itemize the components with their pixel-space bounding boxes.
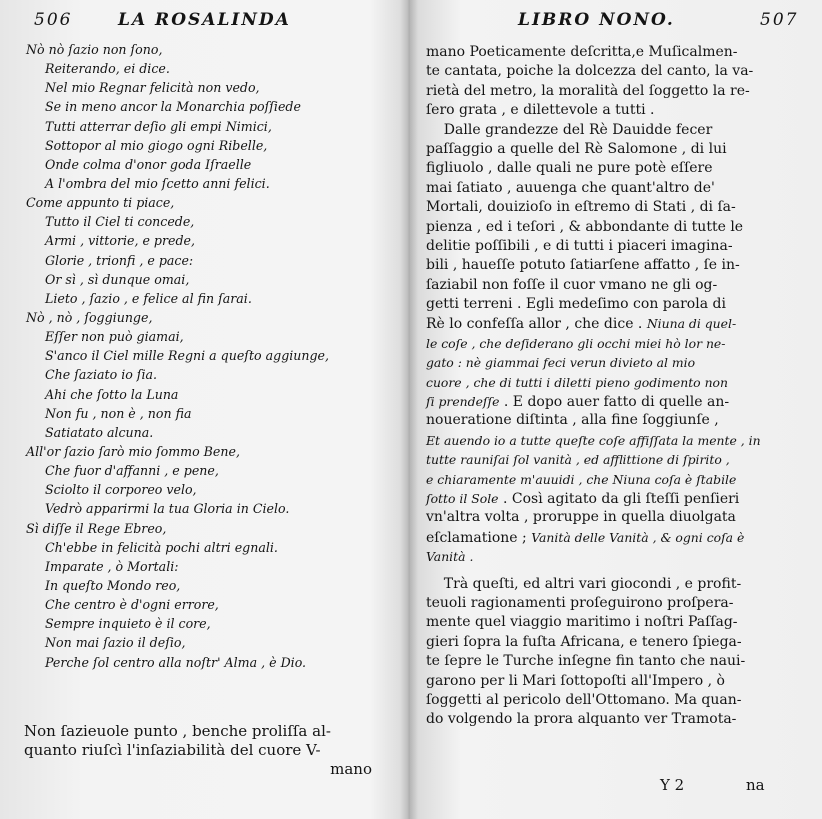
italic-quote: Vanità . [426,549,474,565]
text-line [426,575,802,594]
right-page [410,0,822,819]
text-line [426,62,802,81]
verse-line: Come appunto ti piace, [26,195,175,211]
italic-quote: cuore , che di tutti i diletti pieno godimento non [426,374,728,390]
italic-quote: gato : nè giammai feci verun divieto al mio [426,355,696,371]
verse-line: Sottopor al mio giogo ogni Ribelle, [45,137,268,153]
verse-line: Che ſaziato io ſia. [45,367,158,383]
page-footer [410,776,822,798]
verse-line: Perche ſol centro alla noſtr' Alma , è Dio. [45,654,307,670]
text-line [426,121,802,140]
verse-line: Sciolto il corporeo velo, [45,482,197,498]
text-run: noueratione diſtinta , alla fine ſoggiunſe , [426,412,719,429]
text-run: do volgendo la prora alquanto ver Tramota- [426,711,737,728]
verse-line: Nò , nò , ſoggiunge, [26,309,153,325]
text-line [426,411,802,430]
text-run: . Così agitato da gli ſteſſi penſieri [498,490,740,507]
text-line [426,508,802,527]
verse-line: Vedrò apparirmi la tua Gloria in Cielo. [45,501,290,517]
text-line [426,198,802,217]
text-run: ſero grata , e dilettevole a tutti . [426,102,655,119]
text-line [426,613,802,632]
text-line [426,295,802,314]
page-number: 506 [34,10,73,30]
text-line [426,652,802,671]
poem [0,40,410,672]
verse-line: Tutti atterrar deſio gli empi Nimici, [45,118,272,134]
text-run: te cantata, poiche la dolcezza del canto, la va- [426,63,754,80]
right-body-text [426,43,802,730]
verse-line: Glorie , trionfi , e pace: [45,252,194,268]
text-run: Rè lo confeſſa allor , che dice . [426,316,647,333]
page-number: 507 [760,10,799,30]
paragraph-gap [426,567,802,575]
verse-line: Che fuor d'affanni , e pene, [45,463,219,479]
running-head: LIBRO NONO. [518,10,675,30]
text-line [426,43,802,62]
text-run: figliuolo , dalle quali ne pure potè eſſere [426,160,713,177]
italic-quote: e chiaramente m'auuidi , che Niuna coſa è ſtabile [426,471,737,487]
text-run: getti terreni . Egli medeſimo con parola di [426,296,726,313]
text-line [426,256,802,275]
text-line [426,431,802,450]
text-line [426,691,802,710]
text-run: ſoggetti al pericolo dell'Ottomano. Ma quan- [426,691,742,708]
verse-line: All'or ſazio ſarò mio ſommo Bene, [26,443,240,459]
text-run: teuoli ragionamenti proſeguirono proſpera- [426,594,734,611]
text-line [426,672,802,691]
verse-line: Non mai ſazio il deſio, [45,635,186,651]
text-line [426,276,802,295]
text-run: rietà del metro, la moralità del ſoggetto la re- [426,82,750,99]
verse-line: Nel mio Regnar felicità non vedo, [45,80,260,96]
text-run: paſſaggio a quelle del Rè Salomone , di lui [426,140,727,157]
text-run: gieri ſopra la fuſta Africana, e tenero ſpiega- [426,633,742,650]
text-line [426,373,802,392]
text-line [426,489,802,508]
italic-quote: le coſe , che deſiderano gli occhi miei hò lor ne- [426,335,726,351]
text-line [426,140,802,159]
left-page [0,0,410,819]
verse-line: Or sì , sì dunque omai, [45,271,190,287]
text-line [426,237,802,256]
verse-line: Reiterando, ei dice. [45,61,170,77]
text-line [426,528,802,547]
text-line [426,470,802,489]
text-line [426,101,802,120]
verse-line: A l'ombra del mio ſcetto anni felici. [45,175,270,191]
text-line [426,392,802,411]
verse-line: Satiatato alcuna. [45,424,154,440]
prose-line: Non ſazieuole punto , benche proliſſa al- [24,722,331,740]
verse-line: Non fu , non è , non fia [45,405,192,421]
italic-quote: Et auendo io a tutte queſte coſe affiſſata la mente , in [426,432,761,448]
text-run: Mortali, douizioſo in eſtremo di Stati , di ſa- [426,199,736,216]
verse-line: Se in meno ancor la Monarchia poſſiede [45,99,301,115]
prose-line-end: mano [330,760,372,778]
text-line [426,314,802,333]
left-page-header [0,10,410,36]
text-run: mente quel viaggio maritimo i noſtri Paſſag- [426,614,738,631]
running-head: LA ROSALINDA [118,10,291,30]
verse-line: Armi , vittorie, e prede, [45,233,195,249]
signature-mark: Y 2 [660,776,685,794]
text-line [426,218,802,237]
text-run: vn'altra volta , proruppe in quella diuolgata [426,509,736,526]
italic-quote: tutte rauniſai ſol vanità , ed afflittione di ſpirito , [426,452,730,468]
text-line [426,710,802,729]
text-run: pienza , ed i teſori , & abbondante di tutte le [426,218,744,235]
text-line [426,334,802,353]
verse-line: In queſto Mondo reo, [45,577,181,593]
text-line [426,450,802,469]
italic-quote: ſotto il Sole [426,490,499,506]
left-prose [24,722,392,779]
right-page-header [410,10,822,36]
verse-line: Che centro è d'ogni errore, [45,597,219,613]
text-run: Trà queſti, ed altri vari giocondi , e profit- [426,575,742,592]
text-run: delitie poſſibili , e di tutti i piaceri imagina- [426,237,733,254]
verse-line: Sempre inquieto è il core, [45,616,211,632]
text-line [426,594,802,613]
prose-line: quanto riuſcì l'inſaziabilità del cuore V- [24,741,321,759]
text-line [426,82,802,101]
text-line [426,179,802,198]
text-line [426,547,802,566]
verse-line: S'anco il Ciel mille Regni a queſto aggiunge, [45,348,330,364]
catchword: na [746,776,765,794]
text-line [426,633,802,652]
verse-line: Sì diſſe il Rege Ebreo, [26,520,167,536]
text-run: garono per li Mari ſottopoſti all'Impero , ò [426,672,725,689]
verse-line: Onde colma d'onor goda Iſraelle [45,156,252,172]
verse-line: Nò nò ſazio non ſono, [26,42,163,57]
text-run: mai ſatiato , auuenga che quant'altro de' [426,179,715,196]
italic-quote: Vanità delle Vanità , & ogni coſa è [531,529,745,545]
text-line [426,353,802,372]
italic-quote: ſi prendeſſe [426,394,500,410]
text-run: . E dopo auer fatto di quelle an- [499,394,730,411]
text-run: bili , haueſſe potuto ſatiarſene affatto , ſe in- [426,257,740,274]
verse-line: Imparate , ò Mortali: [45,558,179,574]
text-line [426,159,802,178]
italic-quote: Niuna di quel- [646,316,737,332]
text-run: ſaziabil non foſſe il cuor vmano ne gli og- [426,276,718,293]
text-run: Dalle grandezze del Rè Dauidde fecer [426,121,713,138]
verse-line: Ahi che ſotto la Luna [45,386,179,402]
verse-line: Ch'ebbe in felicità pochi altri egnali. [45,539,278,555]
text-run: mano Poeticamente deſcritta,e Muſicalmen- [426,44,738,60]
verse-line: Tutto il Ciel ti concede, [45,214,195,230]
verse-line: Eſſer non può giamai, [45,329,184,345]
verse-line: Lieto , ſazio , e felice al fin ſarai. [45,290,252,306]
text-run: eſclamatione ; [426,529,532,546]
text-run: te ſepre le Turche inſegne fin tanto che naui- [426,653,746,670]
